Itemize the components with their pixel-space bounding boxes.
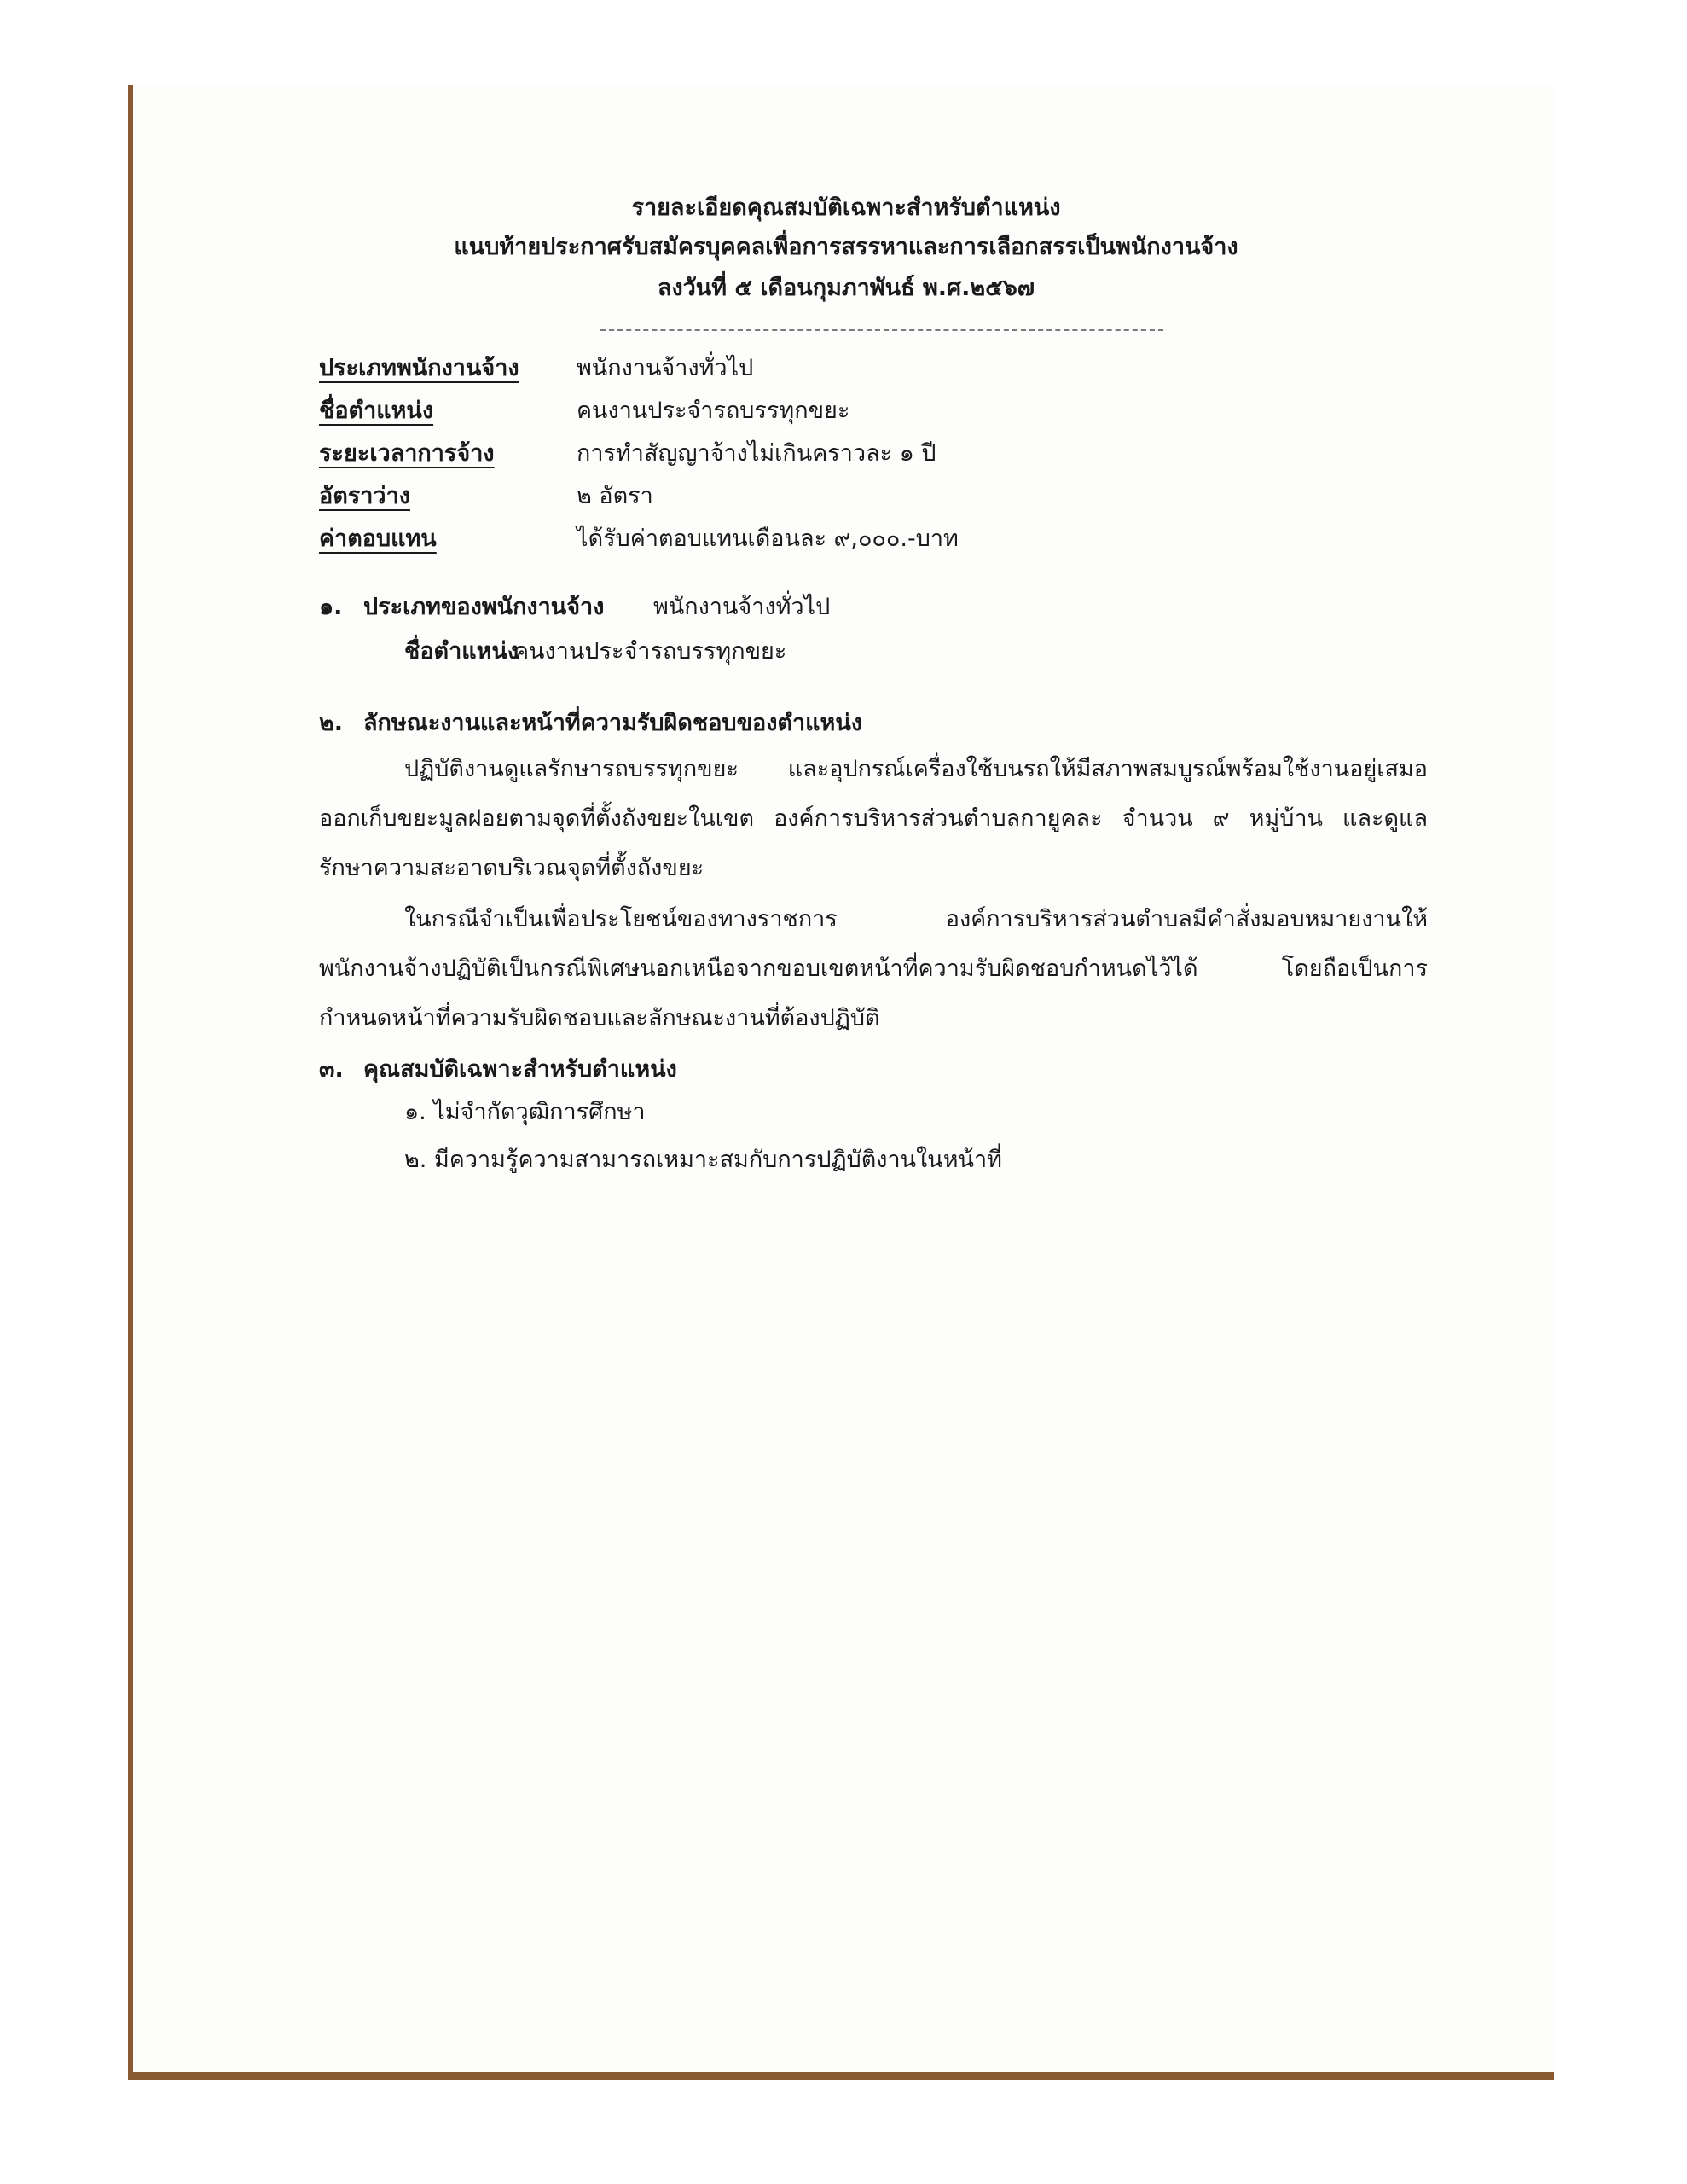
- summary-label-employment-period: ระยะเวลาการจ้าง: [319, 440, 495, 467]
- summary-label-employee-type: ประเภทพนักงานจ้าง: [319, 355, 519, 381]
- header-date: ลงวันที่ ๕ เดือนกุมภาพันธ์ พ.ศ.๒๕๖๗: [657, 275, 1035, 301]
- summary-label-vacancies: อัตราว่าง: [319, 483, 410, 509]
- summary-value-employment-period: การทำสัญญาจ้างไม่เกินคราวละ ๑ ปี: [577, 440, 936, 467]
- summary-value-position: คนงานประจำรถบรรทุกขยะ: [577, 398, 850, 424]
- section2-paragraph1-line1: ปฏิบัติงานดูแลรักษารถบรรทุกขยะ และอุปกรณ์เครื่องใช้บนรถให้มีสภาพสมบูรณ์พร้อมใช้งานอยู่เสมอ: [404, 756, 1428, 782]
- section1-position-value: คนงานประจำรถบรรทุกขยะ: [513, 638, 787, 665]
- section3-heading: คุณสมบัติเฉพาะสำหรับตำแหน่ง: [363, 1056, 677, 1083]
- section1-heading: ประเภทของพนักงานจ้าง: [363, 594, 605, 620]
- section3-item: ๑. ไม่จำกัดวุฒิการศึกษา: [404, 1099, 646, 1125]
- summary-label-position: ชื่อตำแหน่ง: [319, 398, 434, 424]
- header-divider: [600, 329, 1163, 331]
- section2-paragraph1-line3: รักษาความสะอาดบริเวณจุดที่ตั้งถังขยะ: [319, 855, 704, 881]
- header-subtitle: แนบท้ายประกาศรับสมัครบุคคลเพื่อการสรรหาและการเลือกสรรเป็นพนักงานจ้าง: [454, 234, 1238, 260]
- section2-paragraph1-line2: ออกเก็บขยะมูลฝอยตามจุดที่ตั้งถังขยะในเขต องค์การบริหารส่วนตำบลกายูคละ จำนวน ๙ หมู่บ้าน และดูแล: [319, 805, 1428, 832]
- section2-paragraph2-line2: พนักงานจ้างปฏิบัติเป็นกรณีพิเศษนอกเหนือจากขอบเขตหน้าที่ความรับผิดชอบกำหนดไว้ได้ โดยถือเป็นการ: [319, 956, 1428, 982]
- summary-value-employee-type: พนักงานจ้างทั่วไป: [577, 355, 754, 381]
- section3-number: ๓.: [319, 1056, 344, 1083]
- document-page: [128, 85, 1554, 2080]
- summary-value-vacancies: ๒ อัตรา: [577, 483, 653, 509]
- section2-paragraph2-line1: ในกรณีจำเป็นเพื่อประโยชน์ของทางราชการ องค์การบริหารส่วนตำบลมีคำสั่งมอบหมายงานให้: [404, 906, 1428, 932]
- section1-heading-value: พนักงานจ้างทั่วไป: [653, 594, 831, 620]
- section2-heading: ลักษณะงานและหน้าที่ความรับผิดชอบของตำแหน่ง: [363, 710, 862, 736]
- section2-number: ๒.: [319, 710, 344, 736]
- section2-paragraph2-line3: กำหนดหน้าที่ความรับผิดชอบและลักษณะงานที่ต้องปฏิบัติ: [319, 1005, 880, 1031]
- summary-value-compensation: ได้รับค่าตอบแทนเดือนละ ๙,๐๐๐.-บาท: [577, 526, 959, 552]
- section3-item: ๒. มีความรู้ความสามารถเหมาะสมกับการปฏิบัติงานในหน้าที่: [404, 1147, 1002, 1173]
- section1-number: ๑.: [319, 594, 343, 620]
- section1-position-label: ชื่อตำแหน่ง: [404, 638, 519, 665]
- header-title: รายละเอียดคุณสมบัติเฉพาะสำหรับตำแหน่ง: [631, 195, 1061, 221]
- summary-label-compensation: ค่าตอบแทน: [319, 526, 437, 552]
